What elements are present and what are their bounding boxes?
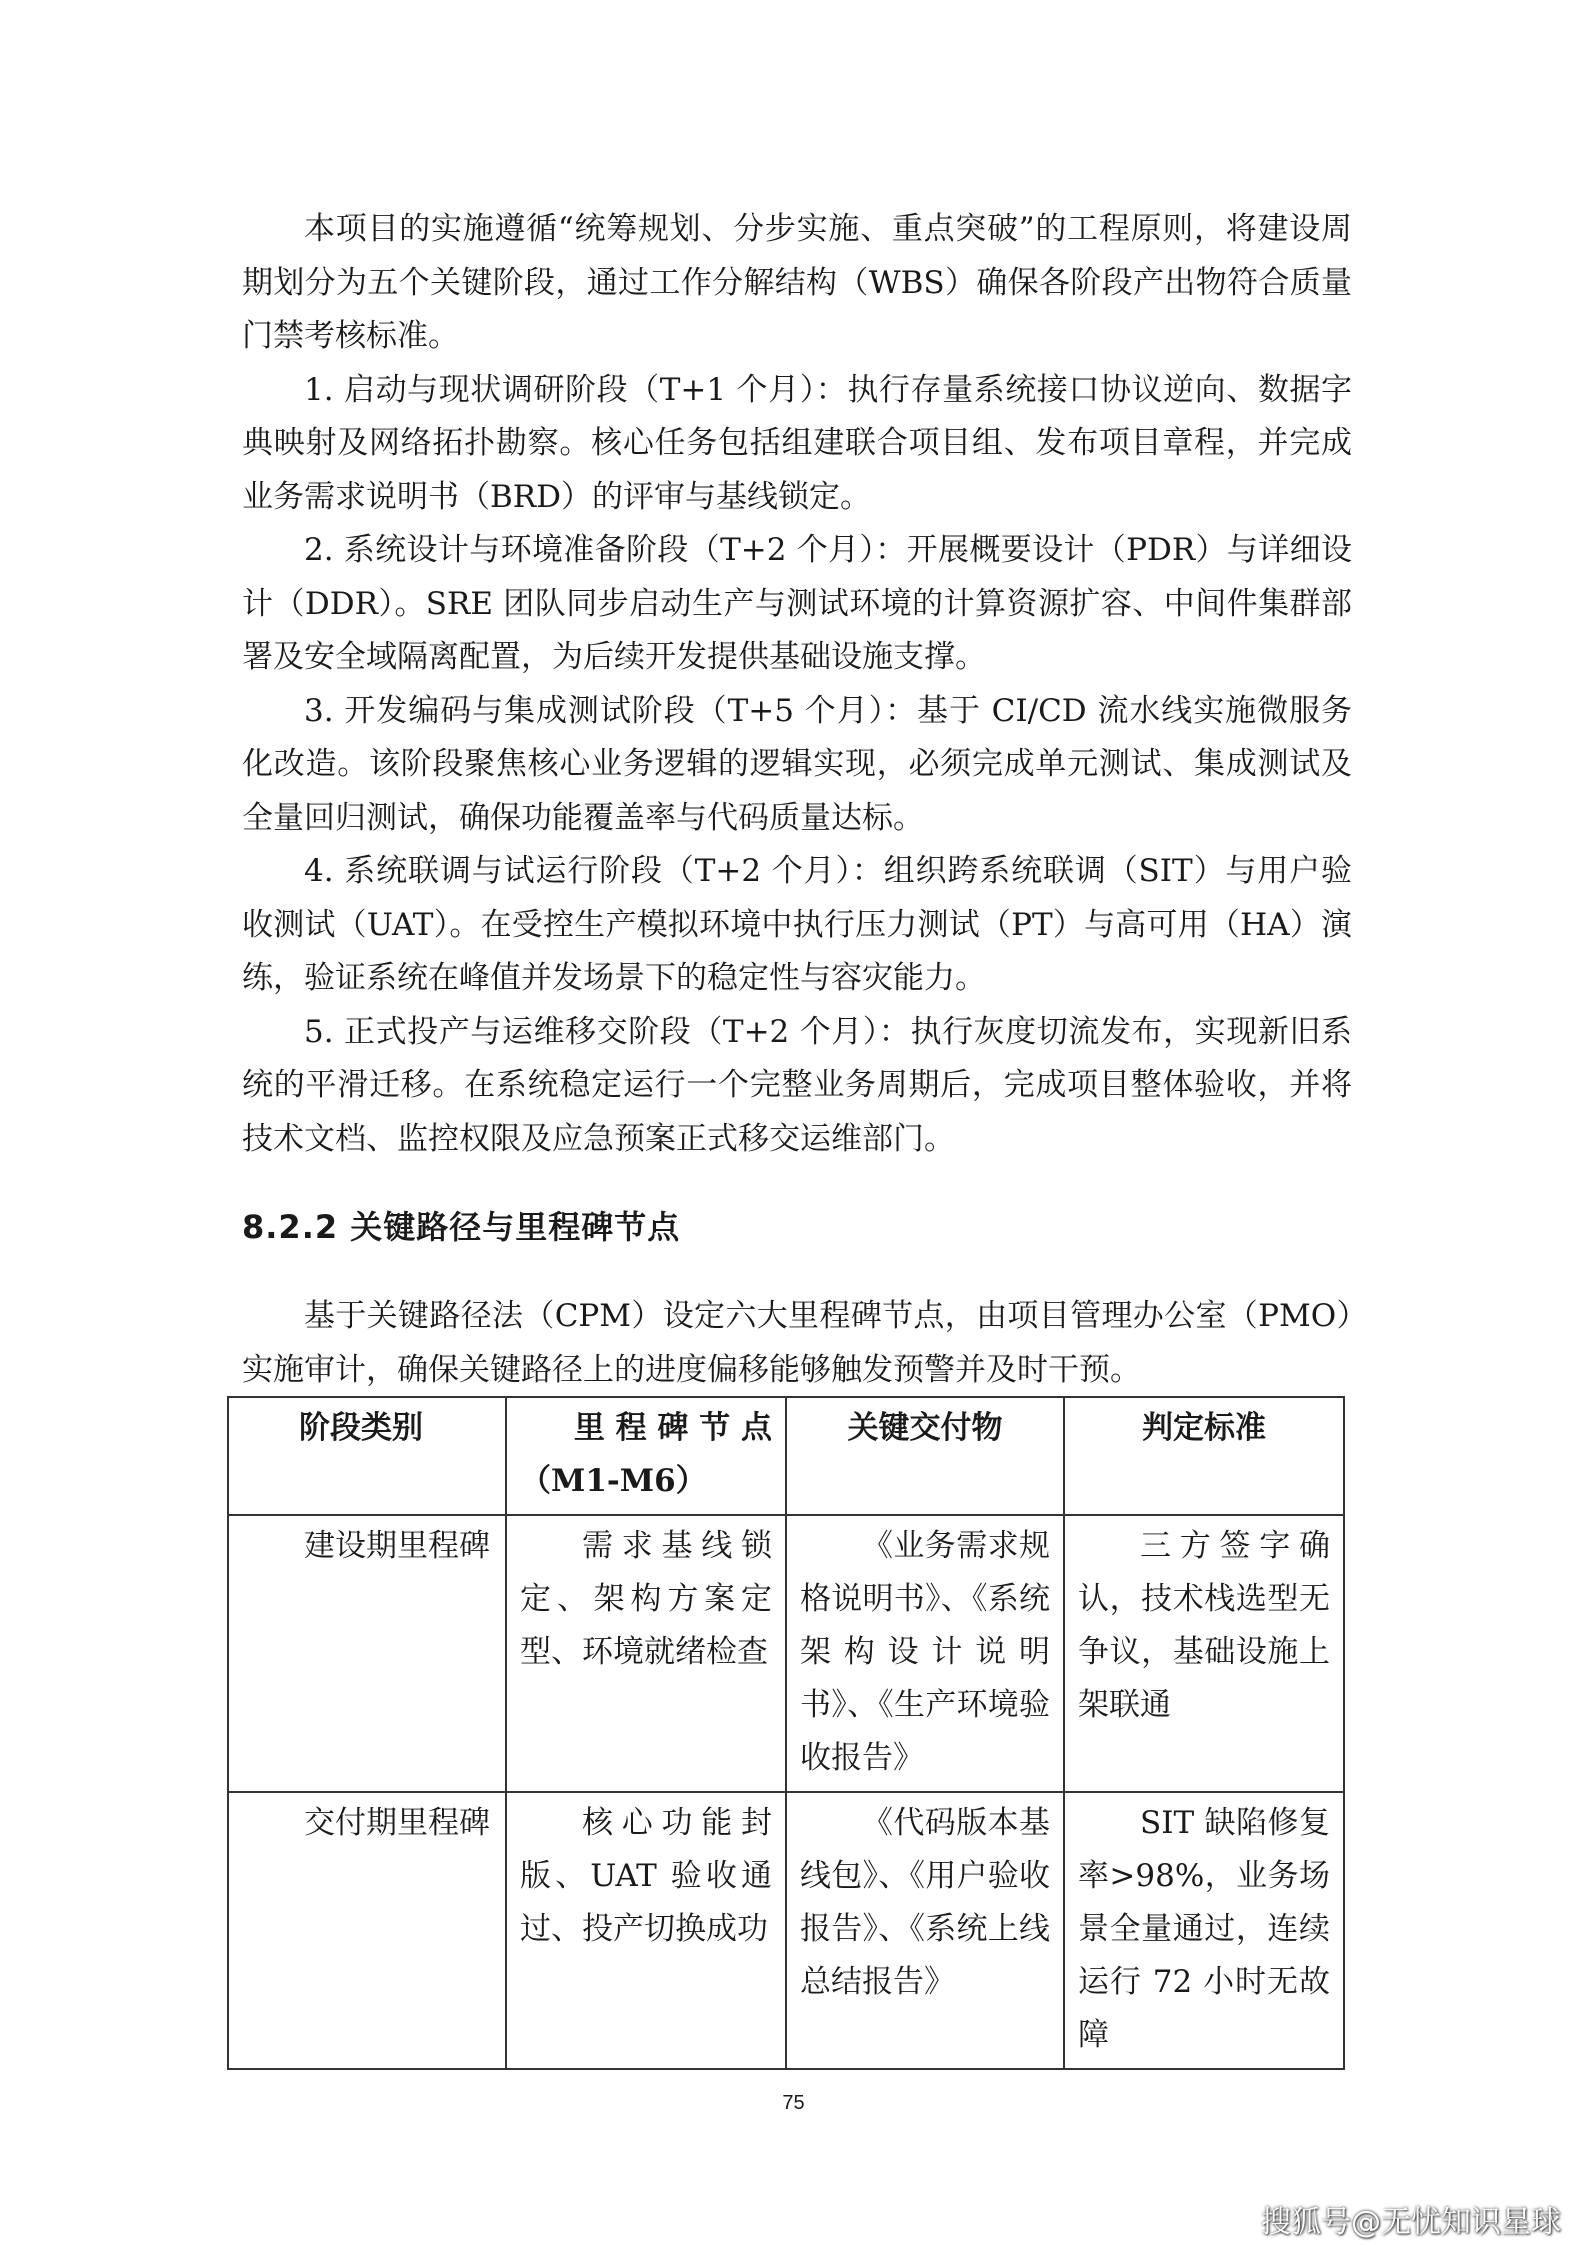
- paragraph-intro: 本项目的实施遵循“统筹规划、分步实施、重点突破”的工程原则，将建设周期划分为五个关键阶段，通过工作分解结构（WBS）确保各阶段产出物符合质量门禁考核标准。: [242, 211, 1352, 354]
- milestone-table: [227, 1396, 1345, 2070]
- paragraph-phase-3: 3. 开发编码与集成测试阶段（T+5 个月）：基于 CI/CD 流水线实施微服务化改造。该阶段聚焦核心业务逻辑的逻辑实现，必须完成单元测试、集成测试及全量回归测试，确保功能覆盖率与代码质量达标。: [242, 692, 1352, 836]
- header-node-sub: （M1-M6）: [520, 1463, 707, 1499]
- cell-node: 核心功能封版、UAT 验收通过、投产切换成功: [506, 1792, 786, 2069]
- header-node-main: 里 程 碑 节 点: [573, 1410, 772, 1446]
- cell-node: 需求基线锁定、架构方案定型、环境就绪检查: [506, 1515, 786, 1792]
- section-intro: 基于关键路径法（CPM）设定六大里程碑节点，由项目管理办公室（PMO）实施审计，确保关键路径上的进度偏移能够触发预警并及时干预。: [242, 1298, 1352, 1388]
- body-text-block: [242, 203, 1352, 1166]
- header-stage: 阶段类别: [228, 1397, 506, 1515]
- header-node: [506, 1397, 786, 1515]
- header-criteria: 判定标准: [1064, 1397, 1344, 1515]
- table-row: [228, 1515, 1344, 1792]
- cell-stage: 建设期里程碑: [228, 1515, 506, 1792]
- section-heading: 8.2.2 关键路径与里程碑节点: [242, 1208, 681, 1246]
- paragraph-phase-2: 2. 系统设计与环境准备阶段（T+2 个月）：开展概要设计（PDR）与详细设计（DDR）。SRE 团队同步启动生产与测试环境的计算资源扩容、中间件集群部署及安全域隔离配置，为后续开发提供基础设施支撑。: [242, 532, 1352, 675]
- watermark-text: 搜狐号@无忧知识星球: [1261, 2205, 1561, 2240]
- table-row: [228, 1792, 1344, 2069]
- cell-stage: 交付期里程碑: [228, 1792, 506, 2069]
- paragraph-phase-4: 4. 系统联调与试运行阶段（T+2 个月）：组织跨系统联调（SIT）与用户验收测试（UAT）。在受控生产模拟环境中执行压力测试（PT）与高可用（HA）演练，验证系统在峰值并发场景下的稳定性与容灾能力。: [242, 853, 1352, 996]
- paragraph-phase-5: 5. 正式投产与运维移交阶段（T+2 个月）：执行灰度切流发布，实现新旧系统的平滑迁移。在系统稳定运行一个完整业务周期后，完成项目整体验收，并将技术文档、监控权限及应急预案正式移交运维部门。: [242, 1013, 1352, 1157]
- cell-criteria: 三方签字确认，技术栈选型无争议，基础设施上架联通: [1064, 1515, 1344, 1792]
- paragraph-phase-1: 1. 启动与现状调研阶段（T+1 个月）：执行存量系统接口协议逆向、数据字典映射及网络拓扑勘察。核心任务包括组建联合项目组、发布项目章程，并完成业务需求说明书（BRD）的评审与基线锁定。: [242, 371, 1352, 515]
- cell-deliverable: 《业务需求规格说明书》、《系统架构设计说明书》、《生产环境验收报告》: [786, 1515, 1064, 1792]
- cell-deliverable: 《代码版本基线包》、《用户验收报告》、《系统上线总结报告》: [786, 1792, 1064, 2069]
- table-header-row: [228, 1397, 1344, 1515]
- section-intro-block: [242, 1290, 1352, 1397]
- cell-criteria: SIT 缺陷修复率>98%，业务场景全量通过，连续运行 72 小时无故障: [1064, 1792, 1344, 2069]
- header-deliverable: 关键交付物: [786, 1397, 1064, 1515]
- page-number: 75: [782, 2092, 805, 2114]
